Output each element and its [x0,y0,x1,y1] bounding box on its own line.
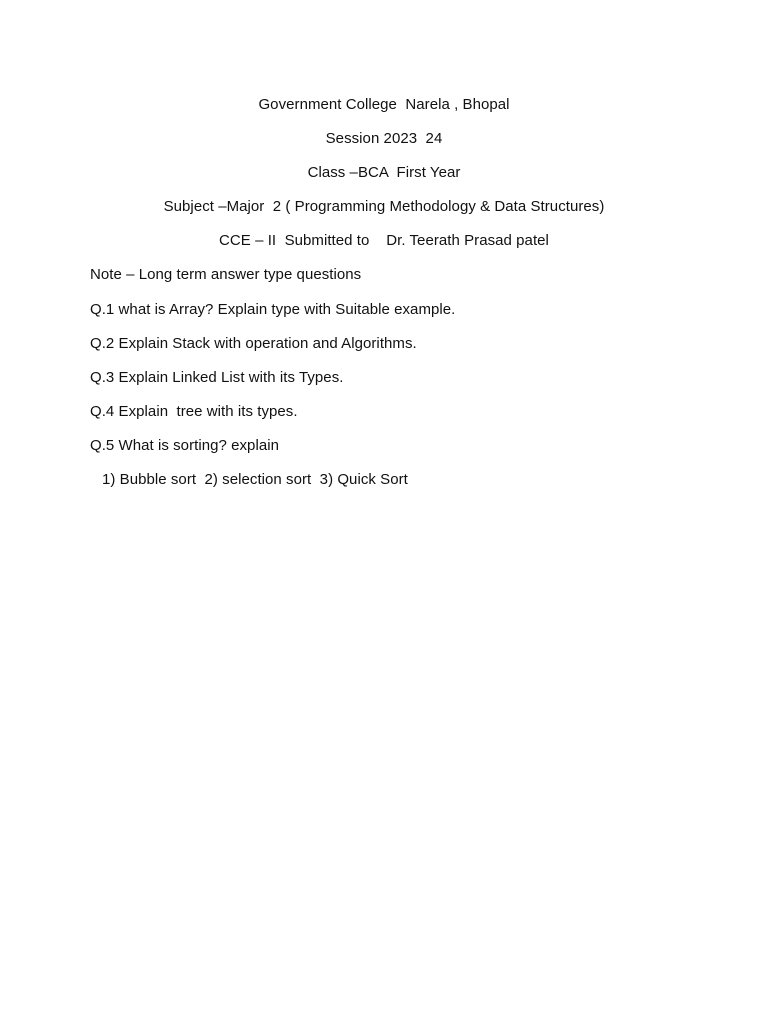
note-line: Note – Long term answer type questions [90,266,362,283]
question-5: Q.5 What is sorting? explain [90,437,279,454]
class-line: Class –BCA First Year [307,164,461,181]
session-line: Session 2023 24 [325,130,443,147]
college-name: Government College Narela , Bhopal [258,96,510,113]
question-2: Q.2 Explain Stack with operation and Algorithms. [90,335,417,352]
subject-line: Subject –Major 2 ( Programming Methodology & Data Structures) [163,198,605,215]
cce-submitted-line: CCE – II Submitted to Dr. Teerath Prasad patel [219,232,549,249]
question-4: Q.4 Explain tree with its types. [90,403,298,420]
question-3: Q.3 Explain Linked List with its Types. [90,369,344,386]
sorting-sub-items: 1) Bubble sort 2) selection sort 3) Quick Sort [102,471,408,488]
question-1: Q.1 what is Array? Explain type with Suitable example. [90,301,456,318]
